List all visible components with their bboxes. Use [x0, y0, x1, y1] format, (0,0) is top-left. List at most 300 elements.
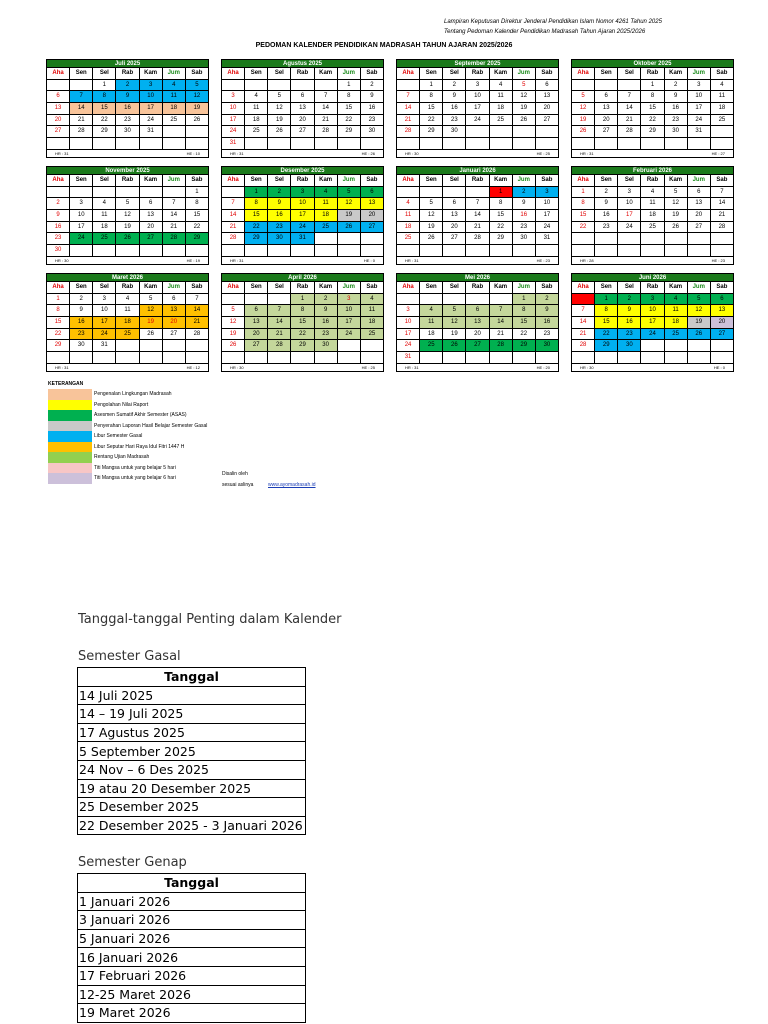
- calendar-day: 5: [572, 91, 595, 103]
- calendar-empty-cell: [116, 340, 139, 352]
- calendar-day: 18: [361, 317, 384, 329]
- calendar-empty-cell: [268, 80, 291, 92]
- calendar-day: 9: [116, 91, 139, 103]
- date-cell: 22 Desember 2025 - 3 Januari 2026: [78, 816, 306, 835]
- calendar-empty-cell: [665, 245, 688, 257]
- calendar-empty-cell: [291, 352, 314, 364]
- calendar-empty-cell: [291, 80, 314, 92]
- calendar-day: 30: [70, 340, 93, 352]
- calendar-day: 21: [268, 329, 291, 341]
- legend-swatch: [48, 410, 92, 421]
- calendar-empty-cell: [466, 138, 489, 150]
- legend-label: Pengolahan Nilai Raport: [94, 401, 149, 408]
- calendar-day: 29: [490, 233, 513, 245]
- calendar-empty-cell: [572, 233, 595, 245]
- calendar-empty-cell: [443, 245, 466, 257]
- calendar-empty-cell: [361, 352, 384, 364]
- calendar-day: 4: [93, 198, 116, 210]
- table-row: [78, 966, 306, 985]
- day-header: Sel: [93, 68, 116, 80]
- hr-count: HR : 30: [55, 257, 69, 263]
- calendar-day: 23: [536, 329, 559, 341]
- calendar-day: 16: [536, 317, 559, 329]
- calendar-day: 29: [420, 126, 443, 138]
- day-header: Sen: [595, 175, 618, 187]
- calendar-day: 1: [641, 80, 664, 92]
- calendar-empty-cell: [163, 245, 186, 257]
- semester-gasal-title: Semester Gasal: [78, 649, 181, 664]
- calendar-day: 7: [222, 198, 245, 210]
- calendar-day: 24: [93, 329, 116, 341]
- calendar-day: 10: [338, 305, 361, 317]
- day-header: Aha: [222, 68, 245, 80]
- calendar-day: 17: [536, 210, 559, 222]
- calendar-empty-cell: [361, 245, 384, 257]
- calendar-day: 30: [315, 340, 338, 352]
- day-header: Sen: [245, 175, 268, 187]
- calendar-empty-cell: [291, 245, 314, 257]
- calendar-empty-cell: [688, 352, 711, 364]
- month-summary: [396, 257, 559, 265]
- calendar-day: 25: [665, 329, 688, 341]
- day-header: Sen: [420, 68, 443, 80]
- hr-count: HR : 31: [405, 364, 419, 370]
- legend-item: [48, 421, 207, 432]
- day-header: Rab: [641, 282, 664, 294]
- calendar-day: 22: [93, 115, 116, 127]
- calendar-day: 29: [641, 126, 664, 138]
- day-header: Sab: [536, 68, 559, 80]
- day-header: Sel: [93, 282, 116, 294]
- calendar-empty-cell: [641, 233, 664, 245]
- calendar-empty-cell: [641, 352, 664, 364]
- calendar-day: 25: [641, 222, 664, 234]
- calendar-day: 23: [268, 222, 291, 234]
- day-header: Sel: [443, 282, 466, 294]
- calendar-day: 20: [245, 329, 268, 341]
- calendar-day: 20: [291, 115, 314, 127]
- calendar-day: 7: [618, 91, 641, 103]
- date-cell: 5 September 2025: [78, 742, 306, 761]
- calendar-day: 31: [397, 352, 420, 364]
- calendar-empty-cell: [466, 352, 489, 364]
- day-header: Kam: [490, 68, 513, 80]
- calendar-day: 18: [315, 210, 338, 222]
- calendar-day: 2: [315, 294, 338, 306]
- calendar-empty-cell: [268, 352, 291, 364]
- calendar-empty-cell: [338, 352, 361, 364]
- calendar-day: 1: [93, 80, 116, 92]
- month-summary: [221, 150, 384, 158]
- calendar-empty-cell: [116, 245, 139, 257]
- date-cell: 12-25 Maret 2026: [78, 985, 306, 1004]
- calendar-day: 26: [140, 329, 163, 341]
- date-cell: 25 Desember 2025: [78, 798, 306, 817]
- calendar-empty-cell: [186, 138, 209, 150]
- calendar-empty-cell: [420, 352, 443, 364]
- calendar-day: 18: [711, 103, 734, 115]
- month-calendar: [571, 166, 734, 265]
- legend-label: Penyerahan Laporan Hasil Belajar Semester Gasal: [94, 422, 208, 429]
- calendar-day: 3: [466, 80, 489, 92]
- calendar-day: 9: [443, 91, 466, 103]
- calendar-empty-cell: [536, 352, 559, 364]
- calendar-day: 10: [641, 305, 664, 317]
- calendar-day: 6: [47, 91, 70, 103]
- date-cell: 16 Januari 2026: [78, 948, 306, 967]
- calendar-empty-cell: [595, 233, 618, 245]
- calendar-day: 16: [315, 317, 338, 329]
- calendar-day: 20: [361, 210, 384, 222]
- calendar-day: 6: [361, 187, 384, 199]
- legend-item: [48, 452, 207, 463]
- calendar-empty-cell: [665, 340, 688, 352]
- calendar-empty-cell: [315, 245, 338, 257]
- day-header: Kam: [490, 175, 513, 187]
- table-row: [78, 779, 306, 798]
- calendar-day: 22: [186, 222, 209, 234]
- calendar-day: 10: [466, 91, 489, 103]
- hr-count: HR : 31: [580, 150, 594, 156]
- hr-count: HR : 30: [580, 364, 594, 370]
- calendar-day: 2: [47, 198, 70, 210]
- calendar-empty-cell: [140, 187, 163, 199]
- calendar-empty-cell: [572, 294, 595, 306]
- calendar-day: 2: [536, 294, 559, 306]
- he-count: HE : 25: [361, 364, 375, 370]
- calendar-day: 8: [420, 91, 443, 103]
- calendar-empty-cell: [665, 138, 688, 150]
- calendar-day: 9: [618, 305, 641, 317]
- calendar-empty-cell: [618, 233, 641, 245]
- date-cell: 17 Agustus 2025: [78, 723, 306, 742]
- day-header: Sen: [70, 282, 93, 294]
- table-row: [78, 760, 306, 779]
- calendar-day: 26: [443, 340, 466, 352]
- calendar-day: 8: [186, 198, 209, 210]
- month-calendar: [571, 273, 734, 372]
- calendar-day: 31: [222, 138, 245, 150]
- calendar-day: 10: [688, 91, 711, 103]
- calendar-empty-cell: [490, 245, 513, 257]
- calendar-day: 13: [536, 91, 559, 103]
- calendar-day: 17: [641, 317, 664, 329]
- calendar-empty-cell: [595, 352, 618, 364]
- he-count: HE : 0: [713, 364, 725, 370]
- calendar-day: 24: [688, 115, 711, 127]
- legend-swatch: [48, 452, 92, 463]
- month-name: Maret 2026: [46, 273, 209, 282]
- calendar-day: 4: [116, 294, 139, 306]
- calendar-empty-cell: [618, 80, 641, 92]
- calendar-day: 11: [163, 91, 186, 103]
- calendar-empty-cell: [70, 352, 93, 364]
- calendar-day: 21: [466, 222, 489, 234]
- date-cell: 14 Juli 2025: [78, 686, 306, 705]
- calendar-day: 3: [536, 187, 559, 199]
- calendar-empty-cell: [595, 245, 618, 257]
- calendar-day: 30: [513, 233, 536, 245]
- calendar-day: 29: [338, 126, 361, 138]
- calendar-day: 15: [245, 210, 268, 222]
- calendar-day: 17: [397, 329, 420, 341]
- calendar-empty-cell: [163, 352, 186, 364]
- month-calendar: [46, 166, 209, 265]
- calendar-day: 25: [116, 329, 139, 341]
- day-header: Jum: [688, 68, 711, 80]
- calendar-empty-cell: [47, 187, 70, 199]
- day-header: Rab: [116, 175, 139, 187]
- day-header: Jum: [163, 68, 186, 80]
- hr-count: HR : 30: [230, 364, 244, 370]
- day-header: Rab: [291, 68, 314, 80]
- legend-swatch: [48, 389, 92, 400]
- month-name: November 2025: [46, 166, 209, 175]
- calendar-day: 12: [140, 305, 163, 317]
- calendar-day: 11: [641, 198, 664, 210]
- legend-title: KETERANGAN: [48, 381, 84, 387]
- day-header: Sen: [245, 68, 268, 80]
- day-header: Sab: [711, 68, 734, 80]
- calendar-day: 18: [245, 115, 268, 127]
- calendar-empty-cell: [186, 340, 209, 352]
- calendar-day: 15: [490, 210, 513, 222]
- calendar-day: 28: [572, 340, 595, 352]
- calendar-empty-cell: [536, 245, 559, 257]
- calendar-empty-cell: [315, 352, 338, 364]
- calendar-day: 20: [140, 222, 163, 234]
- calendar-day: 24: [70, 233, 93, 245]
- calendar-empty-cell: [338, 245, 361, 257]
- calendar-empty-cell: [315, 233, 338, 245]
- calendar-day: 15: [595, 317, 618, 329]
- day-header: Aha: [47, 282, 70, 294]
- month-summary: [571, 364, 734, 372]
- calendar-empty-cell: [618, 352, 641, 364]
- header-note-2: Tentang Pedoman Kalender Pendidikan Madrasah Tahun Ajaran 2025/2026: [444, 29, 646, 35]
- calendar-day: 23: [70, 329, 93, 341]
- calendar-day: 1: [186, 187, 209, 199]
- calendar-day: 14: [397, 103, 420, 115]
- calendar-day: 26: [222, 340, 245, 352]
- calendar-empty-cell: [420, 138, 443, 150]
- calendar-day: 21: [222, 222, 245, 234]
- calendar-empty-cell: [222, 245, 245, 257]
- table-row: [78, 1004, 306, 1023]
- calendar-day: 20: [47, 115, 70, 127]
- calendar-day: 25: [397, 233, 420, 245]
- semester-genap-title: Semester Genap: [78, 855, 187, 870]
- calendar-day: 27: [536, 115, 559, 127]
- calendar-empty-cell: [688, 138, 711, 150]
- calendar-day: 18: [490, 103, 513, 115]
- legend-swatch: [48, 421, 92, 432]
- legend-swatch: [48, 442, 92, 453]
- calendar-day: 10: [93, 305, 116, 317]
- date-cell: 1 Januari 2026: [78, 892, 306, 911]
- day-header: Sab: [361, 175, 384, 187]
- calendar-day: 19: [443, 329, 466, 341]
- calendar-empty-cell: [116, 352, 139, 364]
- calendar-empty-cell: [338, 340, 361, 352]
- day-header: Jum: [163, 282, 186, 294]
- calendar-day: 28: [711, 222, 734, 234]
- hr-count: HR : 28: [580, 257, 594, 263]
- calendar-empty-cell: [222, 80, 245, 92]
- calendar-empty-cell: [70, 80, 93, 92]
- month-summary: [396, 364, 559, 372]
- calendar-day: 22: [641, 115, 664, 127]
- calendar-day: 13: [466, 317, 489, 329]
- day-header: Sab: [186, 282, 209, 294]
- day-header: Sel: [268, 175, 291, 187]
- calendar-day: 3: [140, 80, 163, 92]
- calendar-day: 19: [116, 222, 139, 234]
- calendar-day: 2: [268, 187, 291, 199]
- calendar-empty-cell: [70, 138, 93, 150]
- header-note-1: Lampiran Keputusan Direktur Jenderal Pendidikan Islam Nomor 4261 Tahun 2025: [444, 19, 662, 25]
- calendar-day: 9: [268, 198, 291, 210]
- day-header: Sel: [93, 175, 116, 187]
- table-row: [78, 686, 306, 705]
- calendar-day: 12: [268, 103, 291, 115]
- day-header: Rab: [466, 68, 489, 80]
- calendar-empty-cell: [711, 245, 734, 257]
- day-header: Jum: [513, 68, 536, 80]
- day-header: Kam: [665, 68, 688, 80]
- calendar-day: 4: [420, 305, 443, 317]
- calendar-day: 24: [397, 340, 420, 352]
- calendar-day: 7: [70, 91, 93, 103]
- calendar-day: 6: [595, 91, 618, 103]
- calendar-day: 2: [361, 80, 384, 92]
- calendar-day: 8: [641, 91, 664, 103]
- calendar-day: 19: [420, 222, 443, 234]
- calendar-empty-cell: [47, 80, 70, 92]
- legend-label: Asesmen Sumatif Akhir Semester (ASAS): [94, 412, 187, 419]
- he-count: HE : 0: [363, 257, 375, 263]
- calendar-empty-cell: [315, 138, 338, 150]
- calendar-day: 17: [222, 115, 245, 127]
- calendar-day: 17: [688, 103, 711, 115]
- he-count: HE : 12: [186, 364, 200, 370]
- calendar-empty-cell: [595, 80, 618, 92]
- calendar-day: 30: [443, 126, 466, 138]
- calendar-day: 3: [397, 305, 420, 317]
- calendar-empty-cell: [688, 233, 711, 245]
- calendar-day: 10: [140, 91, 163, 103]
- month-name: Agustus 2025: [221, 59, 384, 68]
- he-count: HE : 20: [536, 364, 550, 370]
- calendar-day: 24: [641, 329, 664, 341]
- day-header: Sen: [70, 68, 93, 80]
- month-name: Desember 2025: [221, 166, 384, 175]
- day-header: Sab: [536, 282, 559, 294]
- day-header: Sab: [186, 175, 209, 187]
- calendar-day: 3: [222, 91, 245, 103]
- month-summary: [571, 257, 734, 265]
- calendar-empty-cell: [140, 138, 163, 150]
- calendar-day: 7: [711, 187, 734, 199]
- day-header: Aha: [572, 68, 595, 80]
- website-link[interactable]: www.ayomadrasah.id: [268, 482, 316, 488]
- calendar-day: 4: [641, 187, 664, 199]
- calendar-day: 30: [618, 340, 641, 352]
- day-header: Aha: [397, 282, 420, 294]
- table-row: [78, 723, 306, 742]
- calendar-day: 22: [595, 329, 618, 341]
- calendar-day: 19: [222, 329, 245, 341]
- calendar-day: 28: [618, 126, 641, 138]
- month-calendar: [221, 273, 384, 372]
- legend: [48, 389, 207, 484]
- calendar-empty-cell: [397, 245, 420, 257]
- calendar-day: 22: [245, 222, 268, 234]
- calendar-day: 4: [315, 187, 338, 199]
- hr-count: HR : 30: [405, 150, 419, 156]
- calendar-day: 5: [116, 198, 139, 210]
- calendar-day: 21: [711, 210, 734, 222]
- day-header: Rab: [116, 282, 139, 294]
- calendar-day: 3: [70, 198, 93, 210]
- calendar-empty-cell: [665, 352, 688, 364]
- calendar-day: 11: [116, 305, 139, 317]
- calendar-day: 10: [70, 210, 93, 222]
- calendar-day: 9: [665, 91, 688, 103]
- calendar-day: 24: [536, 222, 559, 234]
- he-count: HE : 25: [536, 150, 550, 156]
- calendar-day: 29: [47, 340, 70, 352]
- day-header: Aha: [222, 282, 245, 294]
- month-summary: [221, 364, 384, 372]
- day-header: Sen: [595, 282, 618, 294]
- calendar-empty-cell: [245, 80, 268, 92]
- calendar-day: 21: [186, 317, 209, 329]
- calendar-day: 26: [420, 233, 443, 245]
- calendar-empty-cell: [490, 352, 513, 364]
- day-header: Rab: [466, 282, 489, 294]
- calendar-day: 27: [163, 329, 186, 341]
- calendar-day: 27: [443, 233, 466, 245]
- calendar-day: 2: [513, 187, 536, 199]
- calendar-day: 31: [536, 233, 559, 245]
- calendar-day: 13: [140, 210, 163, 222]
- day-header: Sel: [443, 175, 466, 187]
- calendar-day: 27: [688, 222, 711, 234]
- calendar-day: 2: [595, 187, 618, 199]
- hr-count: HR : 31: [230, 257, 244, 263]
- day-header: Aha: [47, 68, 70, 80]
- calendar-empty-cell: [222, 352, 245, 364]
- day-header: Sen: [420, 175, 443, 187]
- calendar-day: 18: [163, 103, 186, 115]
- calendar-day: 19: [186, 103, 209, 115]
- calendar-day: 24: [466, 115, 489, 127]
- legend-label: Titi Mangsa untuk yang belajar 5 hari: [94, 464, 176, 471]
- day-header: Kam: [665, 282, 688, 294]
- calendar-day: 27: [711, 329, 734, 341]
- day-header: Kam: [315, 282, 338, 294]
- hr-count: HR : 31: [230, 150, 244, 156]
- day-header: Jum: [688, 175, 711, 187]
- month-summary: [46, 257, 209, 265]
- calendar-day: 19: [338, 210, 361, 222]
- calendar-empty-cell: [711, 352, 734, 364]
- calendar-empty-cell: [397, 138, 420, 150]
- calendar-day: 24: [291, 222, 314, 234]
- calendar-day: 12: [222, 317, 245, 329]
- table-row: [78, 705, 306, 724]
